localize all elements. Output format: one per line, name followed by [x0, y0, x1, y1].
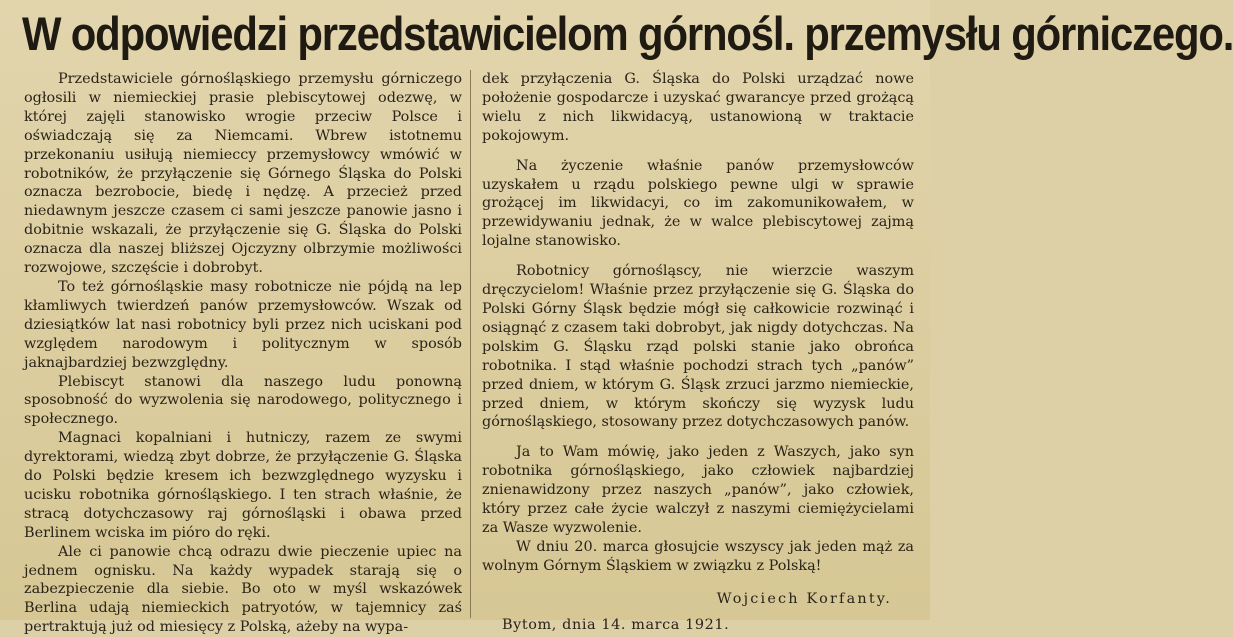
paragraph: Ja to Wam mówię, jako jeden z Waszych, jako syn robotnika górnośląskiego, jako człowiek najbardziej znienawidzony przez naszych „panów”, jako człowiek, który przez całe życie walczył z naszymi ciemiężycielami za Wasze wyzwolenie.	[482, 444, 914, 536]
headline: W odpowiedzi przedstawicielom górnośl. przemysłu górniczego.	[22, 7, 1233, 60]
paragraph: W dniu 20. marca głosujcie wszyscy jak jeden mąż za wolnym Górnym Śląskiem w związku z Polską!	[482, 538, 914, 574]
signature: Wojciech Korfanty.	[716, 590, 892, 607]
paragraph: Przedstawiciele górnośląskiego przemysłu górniczego ogłosili w niemieckiej prasie plebiscytowej odezwę, w której zajęli stanowisko wrogie przeciw Polsce i oświadczają się za Niemcami. Wbrew istotnemu przekonaniu usiłują niemieccy przemysłowcy wmówić w robotników, że przyłączenie się Górnego Śląska do Polski oznacza bezrobocie, biedę i nędzę. A przecież przed niedawnym jeszcze czasem ci sami jeszcze panowie jasno i dobitnie wskazali, że przyłączenie się G. Śląska do Polski oznacza dla naszej bliższej Ojczyzny olbrzymie możliwości rozwojowe, szczęście i dobrobyt.	[24, 71, 462, 277]
place-date: Bytom, dnia 14. marca 1921.	[502, 616, 730, 633]
right-column	[482, 70, 914, 634]
paragraph: To też górnośląskie masy robotnicze nie pójdą na lep kłamliwych twierdzeń panów przemysłowców. Wszak od dziesiątków lat nasi robotnicy byli przez nich uciskani pod względem narodowym i politycznym w sposób jaknajbardziej bezwzględny.	[24, 278, 462, 371]
paragraph: Robotnicy górnośląscy, nie wierzcie waszym dręczycielom! Właśnie przez przyłączenie się G. Śląska do Polski Górny Śląsk będzie mógł się całkowicie rozwinąć i osiągnąć z czasem taki dobrobyt, jak nigdy dotychczas. Na polskim G. Śląsku rząd polski stanie jako obrońca robotnika. I stąd właśnie pochodzi strach tych „panów” przed dniem, w którym G. Śląsk zrzuci jarzmo niemieckie, przed dniem, w którym skończy się wyzysk ludu górnośląskiego, stosowany przez dotychczasowych panów.	[482, 263, 914, 431]
paragraph: Na życzenie właśnie panów przemysłowców uzyskałem u rządu polskiego pewne ulgi w sprawie grożącej im likwidacyi, co im zakomunikowałem, w przewidywaniu jednak, że w walce plebiscytowej zajmą lojalne stanowisko.	[482, 157, 914, 250]
left-column	[24, 70, 462, 637]
paragraph: Magnaci kopalniani i hutniczy, razem ze swymi dyrektorami, wiedzą zbyt dobrze, że przyłączenie G. Śląska do Polski będzie kresem ich bezwzględnego wyzysku i ucisku robotnika górnośląskiego. I ten strach właśnie, że stracą dotychczasowy raj górnośląski i obawa przed Berlinem wciska im pióro do ręki.	[24, 430, 462, 541]
paragraph: Ale ci panowie chcą odrazu dwie pieczenie upiec na jednem ognisku. Na każdy wypadek starają się o zabezpieczenie dla siebie. Bo oto w myśl wskazówek Berlina udają niemieckich patryotów, w tajemnicy zaś pertraktują już od miesięcy z Polską, ażeby na wypa-	[24, 543, 462, 636]
paragraph: dek przyłączenia G. Śląska do Polski urządzać nowe położenie gospodarcze i uzyskać gwarancye przed grożącą wielu z nich likwidacyą, ustanowioną w traktacie pokojowym.	[482, 71, 914, 144]
column-divider	[470, 70, 471, 618]
paragraph: Plebiscyt stanowi dla naszego ludu ponowną sposobność do wyzwolenia się narodowego, politycznego i społecznego.	[24, 373, 462, 428]
